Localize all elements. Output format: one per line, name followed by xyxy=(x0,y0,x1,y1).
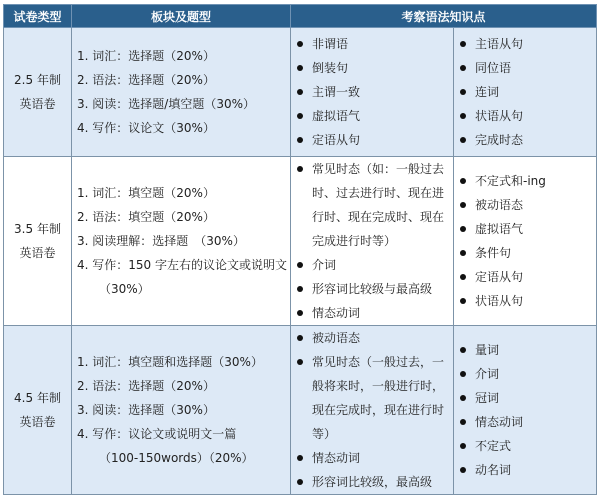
sections-cell xyxy=(72,28,291,157)
grammar-cell-a xyxy=(291,28,454,157)
bullet-icon xyxy=(297,310,303,316)
grammar-cell-b xyxy=(454,326,597,495)
section-item-continuation: （30%） xyxy=(99,282,150,296)
bullet-icon xyxy=(460,89,466,95)
section-item: 3. 阅读：选择题/填空题（30%） xyxy=(77,97,255,111)
grammar-point: 虚拟语气 xyxy=(460,217,596,241)
bullet-icon xyxy=(297,166,303,172)
section-item: 3. 阅读：选择题（30%） xyxy=(77,403,215,417)
bullet-icon xyxy=(460,371,466,377)
grammar-point: 形容词比较级，最高级 xyxy=(297,470,453,494)
grammar-point: 动名词 xyxy=(460,458,596,482)
section-item: 2. 语法：填空题（20%） xyxy=(77,210,215,224)
exam-type-label: 英语卷 xyxy=(19,415,56,429)
bullet-icon xyxy=(297,137,303,143)
bullet-icon xyxy=(460,41,466,47)
table-row xyxy=(4,28,597,157)
grammar-point: 连词 xyxy=(460,80,596,104)
grammar-cell-a xyxy=(291,326,454,495)
exam-type-cell xyxy=(4,28,72,157)
grammar-point: 被动语态 xyxy=(297,326,453,350)
grammar-point: 完成时态 xyxy=(460,128,596,152)
grammar-point: 不定式和-ing xyxy=(460,169,596,193)
exam-table-container xyxy=(3,4,596,489)
bullet-icon xyxy=(297,41,303,47)
exam-type-label: 2.5 年制 xyxy=(14,73,61,87)
bullet-icon xyxy=(297,65,303,71)
grammar-point: 主谓一致 xyxy=(297,80,453,104)
bullet-icon xyxy=(460,298,466,304)
grammar-point: 形容词比较级与最高级 xyxy=(297,277,453,301)
sections-cell xyxy=(72,157,291,326)
bullet-icon xyxy=(297,286,303,292)
grammar-point: 情态动词 xyxy=(297,446,453,470)
grammar-point: 情态动词 xyxy=(297,301,453,325)
grammar-point: 状语从句 xyxy=(460,289,596,313)
bullet-icon xyxy=(297,89,303,95)
bullet-icon xyxy=(460,443,466,449)
grammar-point: 介词 xyxy=(297,253,453,277)
bullet-icon xyxy=(297,335,303,341)
exam-comparison-table xyxy=(3,4,597,495)
section-item: 1. 词汇：填空题和选择题（30%） xyxy=(77,355,263,369)
grammar-cell-a xyxy=(291,157,454,326)
grammar-point: 同位语 xyxy=(460,56,596,80)
grammar-point: 条件句 xyxy=(460,241,596,265)
exam-type-label: 英语卷 xyxy=(19,246,56,260)
section-item: 4. 写作：议论文或说明文一篇 xyxy=(77,427,237,441)
bullet-icon xyxy=(297,262,303,268)
grammar-cell-b xyxy=(454,28,597,157)
bullet-icon xyxy=(460,395,466,401)
section-item: 2. 语法：选择题（20%） xyxy=(77,379,215,393)
grammar-point: 定语从句 xyxy=(297,128,453,152)
exam-type-label: 4.5 年制 xyxy=(14,391,61,405)
section-item: 4. 写作：150 字左右的议论文或说明文 xyxy=(77,258,288,272)
section-item: 3. 阅读理解：选择题 （30%） xyxy=(77,234,245,248)
bullet-icon xyxy=(460,467,466,473)
grammar-point: 被动语态 xyxy=(460,193,596,217)
bullet-icon xyxy=(460,65,466,71)
bullet-icon xyxy=(460,113,466,119)
grammar-point: 主语从句 xyxy=(460,32,596,56)
grammar-point: 倒装句 xyxy=(297,56,453,80)
bullet-icon xyxy=(297,359,303,365)
bullet-icon xyxy=(460,274,466,280)
section-item: 4. 写作：议论文（30%） xyxy=(77,121,215,135)
bullet-icon xyxy=(460,226,466,232)
grammar-point: 不定式 xyxy=(460,434,596,458)
grammar-point: 定语从句 xyxy=(460,265,596,289)
grammar-point: 冠词 xyxy=(460,386,596,410)
bullet-icon xyxy=(297,455,303,461)
table-row xyxy=(4,326,597,495)
bullet-icon xyxy=(460,178,466,184)
exam-type-label: 英语卷 xyxy=(19,97,56,111)
grammar-point: 情态动词 xyxy=(460,410,596,434)
section-item: 2. 语法：选择题（20%） xyxy=(77,73,215,87)
bullet-icon xyxy=(460,202,466,208)
sections-cell xyxy=(72,326,291,495)
exam-type-label: 3.5 年制 xyxy=(14,222,61,236)
bullet-icon xyxy=(460,419,466,425)
exam-type-cell xyxy=(4,157,72,326)
bullet-icon xyxy=(460,347,466,353)
grammar-point: 量词 xyxy=(460,338,596,362)
header-sections: 板块及题型 xyxy=(72,5,291,28)
grammar-point: 常见时态（一般过去，一般将来时，一般进行时，现在完成时，现在进行时等） xyxy=(297,350,453,446)
bullet-icon xyxy=(460,137,466,143)
bullet-icon xyxy=(460,250,466,256)
section-item-continuation: （100-150words）（20%） xyxy=(99,451,254,465)
grammar-point: 虚拟语气 xyxy=(297,104,453,128)
exam-type-cell xyxy=(4,326,72,495)
section-item: 1. 词汇：填空题（20%） xyxy=(77,186,215,200)
grammar-point: 介词 xyxy=(460,362,596,386)
grammar-point: 常见时态（如：一般过去时、过去进行时、现在进行时、现在完成时、现在完成进行时等） xyxy=(297,157,453,253)
table-row xyxy=(4,157,597,326)
grammar-point: 非谓语 xyxy=(297,32,453,56)
bullet-icon xyxy=(297,113,303,119)
section-item: 1. 词汇：选择题（20%） xyxy=(77,49,215,63)
bullet-icon xyxy=(297,479,303,485)
header-exam-type: 试卷类型 xyxy=(4,5,72,28)
table-header-row xyxy=(4,5,597,28)
header-grammar-points: 考察语法知识点 xyxy=(291,5,597,28)
grammar-point: 状语从句 xyxy=(460,104,596,128)
grammar-cell-b xyxy=(454,157,597,326)
